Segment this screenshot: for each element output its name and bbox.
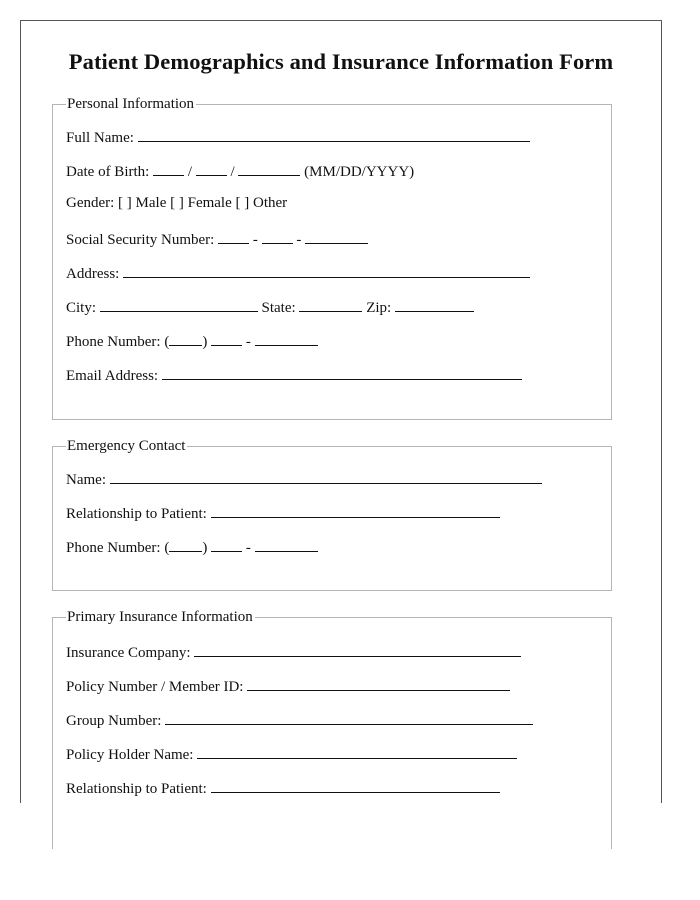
dob-month-field[interactable] <box>153 161 184 176</box>
full-name-label: Full Name: <box>66 130 134 146</box>
emergency-phone-label: Phone Number: ( <box>66 540 170 556</box>
emergency-phone-row <box>66 537 611 571</box>
emergency-phone-line-field[interactable] <box>255 537 318 552</box>
emergency-relationship-row <box>66 503 611 537</box>
policy-holder-row <box>66 744 611 778</box>
dob-separator: / <box>230 164 235 180</box>
ssn-dash: - <box>296 232 302 248</box>
policy-holder-label: Policy Holder Name: <box>66 747 194 763</box>
email-field[interactable] <box>162 365 522 380</box>
policy-holder-field[interactable] <box>197 744 517 759</box>
address-label: Address: <box>66 266 120 282</box>
address-row <box>66 263 611 297</box>
city-field[interactable] <box>100 297 258 312</box>
policy-number-label: Policy Number / Member ID: <box>66 679 244 695</box>
state-field[interactable] <box>299 297 362 312</box>
emergency-contact-legend: Emergency Contact <box>67 438 186 454</box>
email-row <box>66 365 611 399</box>
policy-number-row <box>66 676 611 710</box>
ssn-part2-field[interactable] <box>262 229 293 244</box>
full-name-row <box>66 127 611 161</box>
emergency-contact-section <box>52 438 612 591</box>
primary-insurance-section <box>52 609 612 849</box>
state-label: State: <box>261 300 296 316</box>
insurance-company-field[interactable] <box>194 642 521 657</box>
ssn-part3-field[interactable] <box>305 229 368 244</box>
phone-label: Phone Number: ( <box>66 334 170 350</box>
dob-day-field[interactable] <box>196 161 227 176</box>
form-title: Patient Demographics and Insurance Information Form <box>68 49 614 74</box>
gender-row <box>66 195 611 229</box>
phone-prefix-field[interactable] <box>211 331 242 346</box>
phone-line-field[interactable] <box>255 331 318 346</box>
phone-row <box>66 331 611 365</box>
emergency-name-field[interactable] <box>110 469 542 484</box>
group-number-label: Group Number: <box>66 713 162 729</box>
ssn-row <box>66 229 611 263</box>
emergency-relationship-field[interactable] <box>211 503 500 518</box>
dob-label: Date of Birth: <box>66 164 150 180</box>
group-number-field[interactable] <box>165 710 533 725</box>
phone-area-field[interactable] <box>169 331 202 346</box>
phone-paren-close: ) <box>202 334 208 350</box>
form-page <box>20 20 662 803</box>
ssn-part1-field[interactable] <box>218 229 249 244</box>
zip-label: Zip: <box>366 300 392 316</box>
insurance-relationship-row <box>66 778 611 812</box>
city-label: City: <box>66 300 97 316</box>
ssn-dash: - <box>252 232 258 248</box>
emergency-phone-area-field[interactable] <box>169 537 202 552</box>
emergency-relationship-label: Relationship to Patient: <box>66 506 207 522</box>
insurance-relationship-field[interactable] <box>211 778 500 793</box>
primary-insurance-legend: Primary Insurance Information <box>67 609 253 625</box>
dob-format-hint: (MM/DD/YYYY) <box>304 164 415 180</box>
group-number-row <box>66 710 611 744</box>
ssn-label: Social Security Number: <box>66 232 215 248</box>
email-label: Email Address: <box>66 368 159 384</box>
insurance-relationship-label: Relationship to Patient: <box>66 781 207 797</box>
emergency-phone-prefix-field[interactable] <box>211 537 242 552</box>
emergency-phone-dash: - <box>245 540 251 556</box>
emergency-name-row <box>66 469 611 503</box>
insurance-company-label: Insurance Company: <box>66 645 191 661</box>
dob-separator: / <box>187 164 192 180</box>
city-state-zip-row <box>66 297 611 331</box>
gender-options[interactable]: Gender: [ ] Male [ ] Female [ ] Other <box>66 195 288 211</box>
emergency-phone-paren-close: ) <box>202 540 208 556</box>
personal-info-legend: Personal Information <box>67 96 195 112</box>
dob-year-field[interactable] <box>238 161 300 176</box>
policy-number-field[interactable] <box>247 676 510 691</box>
dob-row <box>66 161 611 195</box>
phone-dash: - <box>245 334 251 350</box>
emergency-name-label: Name: <box>66 472 106 488</box>
insurance-company-row <box>66 642 611 676</box>
personal-info-section <box>52 96 612 420</box>
address-field[interactable] <box>123 263 530 278</box>
zip-field[interactable] <box>395 297 474 312</box>
full-name-field[interactable] <box>138 127 530 142</box>
